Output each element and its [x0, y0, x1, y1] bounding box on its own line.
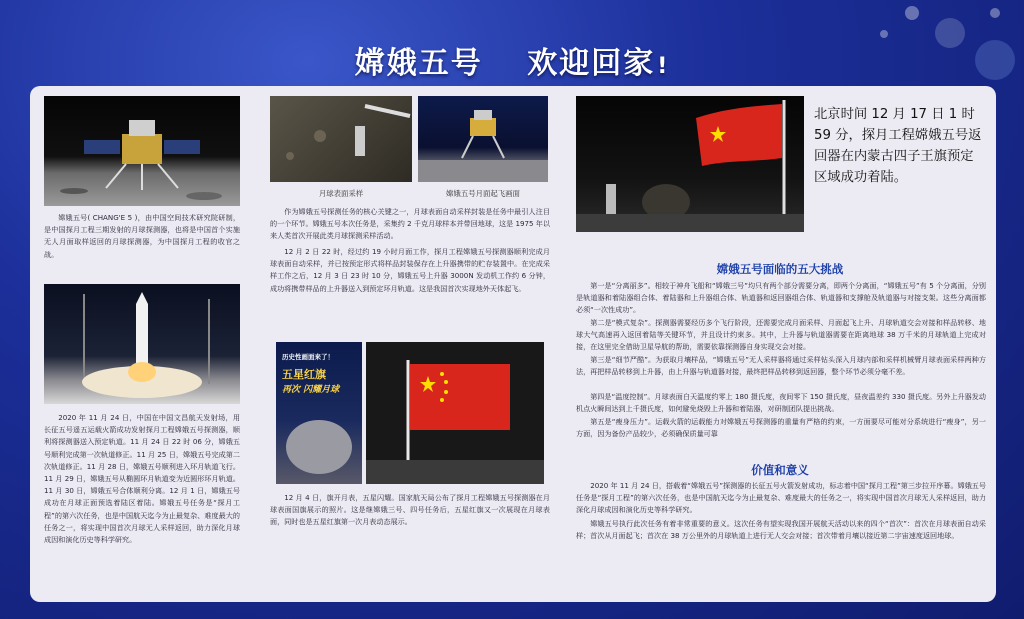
challenge-1: 第一是“分离丽多”。相较于神舟飞船和“嫦娥三号”均只有两个部分需要分离，即两个分离面，“嫦娥五号”有 5 个分离面，分别是轨道器和着陆器组合体、着陆器和上升器组合体、轨道器和返回器组合体、轨道器和支撑舱及轨道器与对接支架。这些分离面都必须“一次性成功”。	[576, 281, 986, 315]
flag-paragraph: 12 月 4 日，旗开月表，五星闪耀。国家航天局公布了探月工程嫦娥五号探测器在月球表面国旗展示的照片。这是继嫦娥三号、四号任务后，五星红旗又一次展现在月球表面，同时也是五星红旗第一次月表动态展示。	[270, 493, 550, 527]
value-paragraph-1: 2020 年 11 月 24 日，搭载着“嫦娥五号”探测器的长征五号火箭发射成功，标志着中国“探月工程”第三步拉开序幕。嫦娥五号任务是“探月工程”的第六次任务，也是中国航天迄今为止最复杂、难度最大的任务之一，将实现中国首次月球无人采样返回，助力深化月球成因和演化历史等科学研究。	[576, 481, 986, 515]
title-part1: 嫦娥五号	[354, 46, 483, 81]
returned-capsule-photo	[576, 96, 804, 232]
rocket-launch-photo	[44, 284, 240, 404]
sparkle-decoration	[905, 6, 919, 20]
liftoff-caption: 嫦娥五号月面起飞画面	[446, 189, 520, 198]
value-heading: 价值和意义	[751, 463, 809, 477]
sampling-paragraph-1: 作为嫦娥五号探测任务的核心关键之一，月球表面自动采样封装是任务中最引人注目的一个环节。嫦娥五号本次任务是，采集约 2 千克月球样本并带回地球，这是 1975 年以来人类首次开展此类月球探测采样活动。	[270, 207, 550, 241]
sampling-photo	[270, 96, 412, 182]
poster-line-1: 历史性画面来了！	[282, 353, 334, 361]
intro-paragraph: 嫦娥五号( CHANG'E 5 )，由中国空间技术研究院研制，是中国探月工程三期发射的月球探测器，也将是中国首个实施无人月面取样返回的月球探测器，为中国探月工程的收官之战。	[44, 213, 240, 259]
challenges-heading: 嫦娥五号面临的五大挑战	[716, 262, 844, 276]
landing-headline: 北京时间 12 月 17 日 1 时 59 分，探月工程嫦娥五号返回器在内蒙古四子王旗预定区域成功着陆。	[814, 107, 982, 185]
challenge-3: 第三是“细节严酷”。为获取月壤样品，“嫦娥五号”无人采样器将通过采样钻头深入月球内部和采样机械臂月球表面采样两种方法，再把样品转移到上升器，由上升器与轨道器对接，最终把样品转移到返回器，整个环节必须分毫不差。	[576, 355, 986, 377]
lander-on-moon-photo	[44, 96, 240, 206]
sparkle-decoration	[880, 30, 888, 38]
launch-paragraph: 2020 年 11 月 24 日，中国在中国文昌航天发射场，用长征五号遥五运载火箭成功发射探月工程嫦娥五号探测器，顺利将探测器送入预定轨道。11 月 24 日 22 时 06 分，嫦娥五号顺利完成第一次轨道修正。11 月 25 日，嫦娥五号完成第二次轨道修正。11 月 28 日，嫦娥五号顺利进入环月轨道飞行。11 月 29 日，嫦娥五号从椭圆环月轨道变为近圆形环月轨道。11 月 30 日，嫦娥五号合体顺利分离。12 月 1 日，嫦娥五号成功在月球正面预选着陆区着陆。嫦娥五号任务是“探月工程”的第六次任务，也是中国航天迄今为止最复杂、难度最大的任务之一，将实现中国首次月球无人采样返回，助力深化月球成因和演化历史等科学研究。	[44, 413, 240, 545]
value-paragraph-2: 嫦娥五号执行此次任务有着非常重要的意义。这次任务有望实现我国开展航天活动以来的四个“首次”：首次在月球表面自动采样；首次从月面起飞；首次在 38 万公里外的月球轨道上进行无人交会对接；首次带着月壤以接近第二宇宙速度返回地球。	[576, 519, 986, 541]
poster-line-2: 五星红旗	[282, 368, 326, 381]
challenge-2: 第二是“模式复杂”。探测器需要经历多个飞行阶段，还需要完成月面采样、月面起飞上升、月球轨道交会对接和样品转移、地球大气高速再入返回着陆等关键环节，并且设计约束多。其中，上升器与轨道器需要在距离地球 38 万千米的月球轨道上完成对接，在这里完全借助卫星导航的帮助，需要依靠探测器自身实现交会对接。	[576, 318, 986, 352]
sampling-caption: 月球表面采样	[318, 189, 364, 198]
challenge-4: 第四是“温度控制”。月球表面白天温度约零上 180 摄氏度，夜间零下 150 摄氏度，昼夜温差约 330 摄氏度。另外上升器发动机点火瞬间达到上千摄氏度，如何避免烧毁上升器和着陆器，对研制团队提出挑战。	[576, 392, 986, 414]
sparkle-decoration	[990, 8, 1000, 18]
poster-line-3: 再次 闪耀月球	[282, 385, 340, 395]
flag-on-moon-photo	[366, 342, 544, 484]
sampling-paragraph-2: 12 月 2 日 22 时，经过约 19 小时月面工作，探月工程嫦娥五号探测器顺利完成月球表面自动采样，并已按预定形式将样品封装保存在上升器携带的贮存装置中。在完成采样工作之后，12 月 3 日 23 时 10 分，嫦娥五号上升器 3000N 发动机工作约 6 分钟，成功将携带样品的上升器送入到预定环月轨道。这是我国首次实现地外天体起飞。	[270, 247, 550, 293]
title-part2: 欢迎回家!	[527, 46, 670, 81]
challenge-5: 第五是“瘦身压力”。运载火箭的运载能力对嫦娥五号探测器的重量有严格的约束，一方面要尽可能对分系统进行“瘦身”，另一方面，因为备份产品较少，必须确保质量可靠	[576, 417, 986, 439]
page-title	[0, 38, 1024, 82]
liftoff-photo	[418, 96, 548, 182]
flag-poster-photo	[276, 342, 362, 484]
